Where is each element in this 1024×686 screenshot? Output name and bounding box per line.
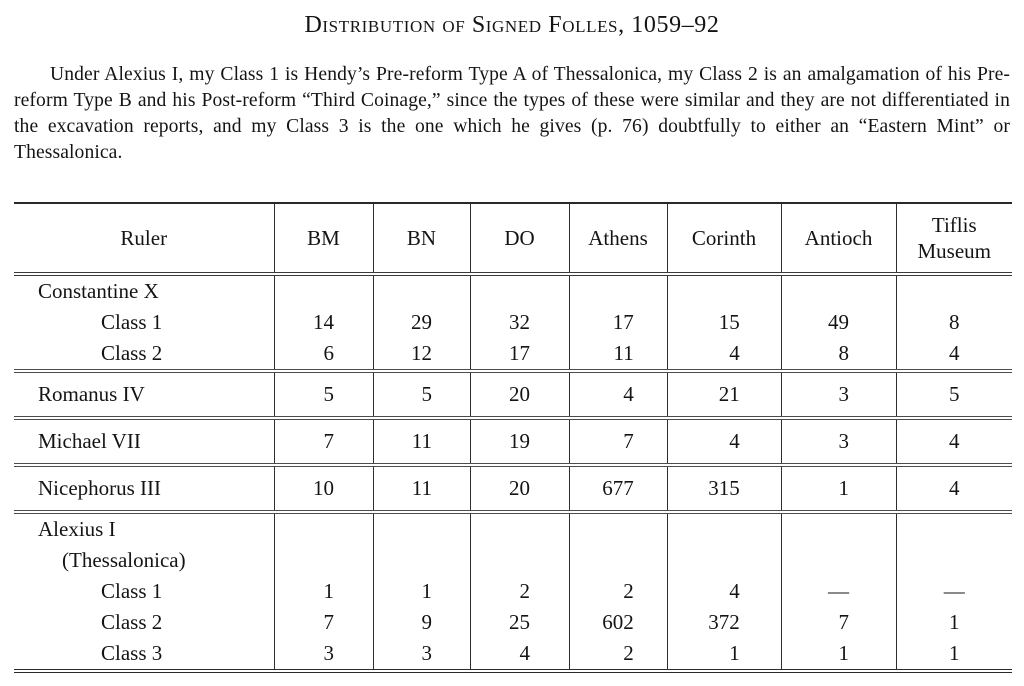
value-cell xyxy=(569,545,667,576)
value-cell xyxy=(781,274,896,307)
table-row xyxy=(14,512,1012,545)
value-cell xyxy=(896,545,1012,576)
table-row xyxy=(14,576,1012,607)
value-cell: 372 xyxy=(667,607,781,638)
value-cell: 25 xyxy=(470,607,569,638)
column-header-antioch: Antioch xyxy=(781,203,896,274)
value-cell: 315 xyxy=(667,465,781,512)
value-cell xyxy=(274,274,373,307)
column-header-tiflis-museum: Tiflis Museum xyxy=(896,203,1012,274)
value-cell: 10 xyxy=(274,465,373,512)
value-cell: 1 xyxy=(896,607,1012,638)
value-cell: 7 xyxy=(274,607,373,638)
value-cell xyxy=(470,274,569,307)
value-cell xyxy=(667,274,781,307)
value-cell: 19 xyxy=(470,418,569,465)
value-cell xyxy=(667,512,781,545)
value-cell: 4 xyxy=(896,418,1012,465)
value-cell xyxy=(373,274,470,307)
value-cell: 7 xyxy=(569,418,667,465)
value-cell: 602 xyxy=(569,607,667,638)
value-cell: 4 xyxy=(667,418,781,465)
table-row xyxy=(14,338,1012,371)
value-cell: 677 xyxy=(569,465,667,512)
value-cell xyxy=(896,512,1012,545)
value-cell: 4 xyxy=(896,338,1012,371)
table-row xyxy=(14,607,1012,638)
value-cell: 4 xyxy=(569,371,667,418)
value-cell: 3 xyxy=(781,418,896,465)
table-row xyxy=(14,274,1012,307)
value-cell: 5 xyxy=(274,371,373,418)
value-cell: 29 xyxy=(373,307,470,338)
column-header-bn: BN xyxy=(373,203,470,274)
value-cell xyxy=(274,512,373,545)
value-cell: 3 xyxy=(781,371,896,418)
value-cell: 1 xyxy=(896,638,1012,671)
value-cell: 20 xyxy=(470,371,569,418)
value-cell: 2 xyxy=(569,638,667,671)
value-cell xyxy=(781,545,896,576)
column-header-do: DO xyxy=(470,203,569,274)
value-cell: 7 xyxy=(274,418,373,465)
column-header-corinth: Corinth xyxy=(667,203,781,274)
value-cell: 2 xyxy=(470,576,569,607)
value-cell: 8 xyxy=(781,338,896,371)
value-cell: — xyxy=(781,576,896,607)
value-cell: 1 xyxy=(373,576,470,607)
table-row xyxy=(14,465,1012,512)
value-cell: 5 xyxy=(896,371,1012,418)
value-cell xyxy=(781,512,896,545)
table-row xyxy=(14,371,1012,418)
value-cell xyxy=(569,512,667,545)
value-cell xyxy=(373,512,470,545)
table-header-row xyxy=(14,203,1012,274)
value-cell: 5 xyxy=(373,371,470,418)
value-cell: 9 xyxy=(373,607,470,638)
value-cell xyxy=(896,274,1012,307)
value-cell: 4 xyxy=(470,638,569,671)
value-cell xyxy=(373,545,470,576)
value-cell: 1 xyxy=(781,465,896,512)
value-cell xyxy=(470,512,569,545)
value-cell xyxy=(569,274,667,307)
value-cell: 17 xyxy=(569,307,667,338)
value-cell: 6 xyxy=(274,338,373,371)
value-cell: 1 xyxy=(667,638,781,671)
column-header-athens: Athens xyxy=(569,203,667,274)
folles-distribution-table xyxy=(14,202,1012,673)
value-cell: 11 xyxy=(569,338,667,371)
value-cell: 12 xyxy=(373,338,470,371)
value-cell: 4 xyxy=(667,576,781,607)
value-cell: 21 xyxy=(667,371,781,418)
intro-paragraph: Under Alexius I, my Class 1 is Hendy’s Pre-reform Type A of Thessalonica, my Class 2 is an amalgamation of his Pre-reform Type B and his Post-reform “Third Coinage,” since the types of these were similar and they are not differentiated in the excavation reports, and my Class 3 is the one which he gives (p. 76) doubtfully to either an “Eastern Mint” or Thessalonica. xyxy=(14,64,1010,164)
value-cell xyxy=(470,545,569,576)
ruler-label: Class 1 xyxy=(101,579,163,604)
table-row xyxy=(14,545,1012,576)
ruler-label: (Thessalonica) xyxy=(62,548,186,573)
value-cell: 20 xyxy=(470,465,569,512)
value-cell: 11 xyxy=(373,465,470,512)
ruler-label: Michael VII xyxy=(14,418,274,465)
value-cell: 8 xyxy=(896,307,1012,338)
ruler-label: Class 2 xyxy=(101,341,163,366)
page-title: Distribution of Signed Folles, 1059–92 xyxy=(304,12,720,38)
table-body xyxy=(14,274,1012,671)
value-cell: 14 xyxy=(274,307,373,338)
value-cell xyxy=(667,545,781,576)
value-cell: 49 xyxy=(781,307,896,338)
value-cell: 11 xyxy=(373,418,470,465)
value-cell: — xyxy=(896,576,1012,607)
table-row xyxy=(14,307,1012,338)
value-cell: 32 xyxy=(470,307,569,338)
ruler-label: Class 1 xyxy=(101,310,163,335)
column-header-bm: BM xyxy=(274,203,373,274)
value-cell: 1 xyxy=(781,638,896,671)
table-row xyxy=(14,638,1012,671)
value-cell: 7 xyxy=(781,607,896,638)
ruler-label: Class 2 xyxy=(101,610,163,635)
value-cell: 4 xyxy=(667,338,781,371)
value-cell: 17 xyxy=(470,338,569,371)
table-row xyxy=(14,418,1012,465)
ruler-label: Romanus IV xyxy=(14,371,274,418)
value-cell: 15 xyxy=(667,307,781,338)
value-cell: 3 xyxy=(274,638,373,671)
value-cell: 1 xyxy=(274,576,373,607)
value-cell xyxy=(274,545,373,576)
value-cell: 3 xyxy=(373,638,470,671)
ruler-label: Constantine X xyxy=(14,274,274,307)
ruler-label: Class 3 xyxy=(14,638,274,671)
column-header-ruler: Ruler xyxy=(14,203,274,274)
value-cell: 2 xyxy=(569,576,667,607)
value-cell: 4 xyxy=(896,465,1012,512)
ruler-label: Alexius I xyxy=(14,512,274,545)
ruler-label: Nicephorus III xyxy=(14,465,274,512)
